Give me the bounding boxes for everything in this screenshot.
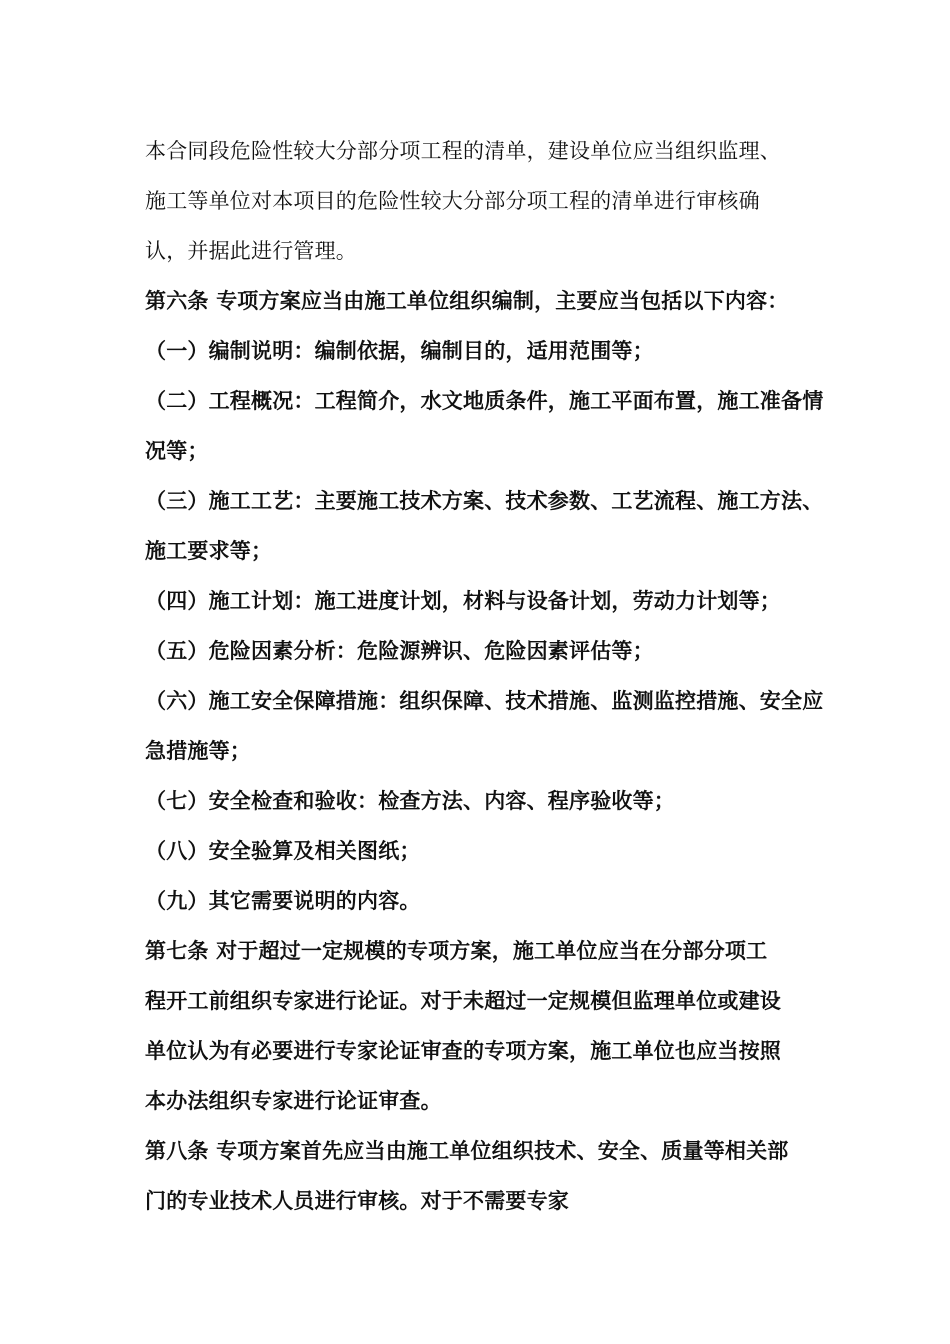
text-line: 程开工前组织专家进行论证。对于未超过一定规模但监理单位或建设 — [145, 989, 781, 1013]
list-item: （四）施工计划：施工进度计划，材料与设备计划，劳动力计划等； — [145, 589, 781, 613]
list-item-continuation: 施工要求等； — [145, 539, 273, 563]
text-line: 本办法组织专家进行论证审查。 — [145, 1089, 442, 1113]
list-item: （九）其它需要说明的内容。 — [145, 889, 421, 913]
text-line: 施工等单位对本项目的危险性较大分部分项工程的清单进行审核确 — [145, 189, 760, 213]
list-item: （三）施工工艺：主要施工技术方案、技术参数、工艺流程、施工方法、 — [145, 489, 824, 513]
text-line: 门的专业技术人员进行审核。对于不需要专家 — [145, 1189, 569, 1213]
list-item-continuation: 急措施等； — [145, 739, 251, 763]
list-item: （六）施工安全保障措施：组织保障、技术措施、监测监控措施、安全应 — [145, 689, 824, 713]
list-item: （五）危险因素分析：危险源辨识、危险因素评估等； — [145, 639, 654, 663]
article-heading: 第六条 专项方案应当由施工单位组织编制，主要应当包括以下内容： — [145, 289, 789, 313]
text-line: 本合同段危险性较大分部分项工程的清单，建设单位应当组织监理、 — [145, 139, 781, 163]
list-item-continuation: 况等； — [145, 439, 209, 463]
list-item: （七）安全检查和验收：检查方法、内容、程序验收等； — [145, 789, 675, 813]
text-line: 认，并据此进行管理。 — [145, 239, 357, 263]
article-heading: 第八条 专项方案首先应当由施工单位组织技术、安全、质量等相关部 — [145, 1139, 789, 1163]
text-line: 单位认为有必要进行专家论证审查的专项方案，施工单位也应当按照 — [145, 1039, 781, 1063]
article-heading: 第七条 对于超过一定规模的专项方案，施工单位应当在分部分项工 — [145, 939, 768, 963]
list-item: （一）编制说明：编制依据，编制目的，适用范围等； — [145, 339, 654, 363]
list-item: （八）安全验算及相关图纸； — [145, 839, 421, 863]
list-item: （二）工程概况：工程简介，水文地质条件，施工平面布置，施工准备情 — [145, 389, 824, 413]
